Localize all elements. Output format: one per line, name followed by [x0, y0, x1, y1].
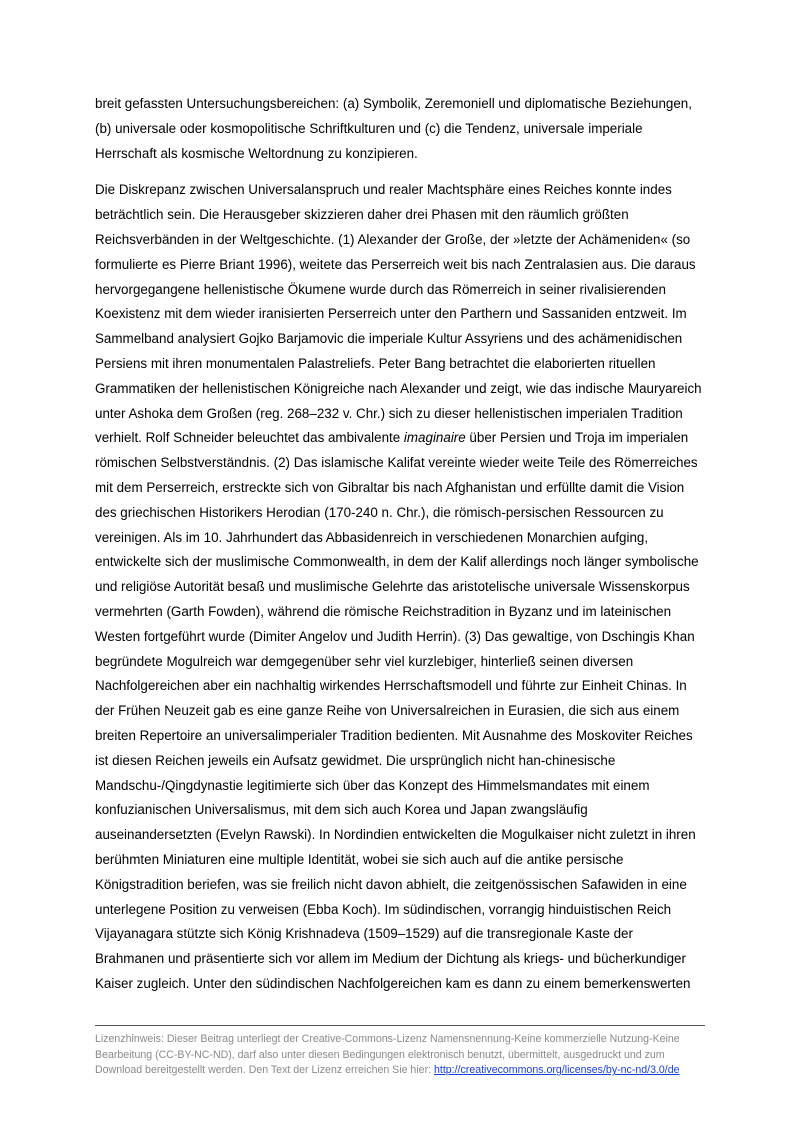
- text-line: und religiöse Autorität besaß und muslimische Gelehrte das aristotelische universale Wissenskorpus: [95, 579, 690, 595]
- text-line: Koexistenz mit dem wieder iranisierten Perserreich unter den Parthern und Sassaniden entzweit. Im: [95, 306, 687, 322]
- text-line: mit dem Perserreich, erstreckte sich von Gibraltar bis nach Afghanistan und erfüllte damit die Vision: [95, 479, 685, 495]
- footer-text: Download bereitgestellt werden. Den Text der Lizenz erreichen Sie hier:: [95, 1064, 434, 1076]
- text-line: Mandschu-/Qingdynastie legitimierte sich über das Konzept des Himmelsmandates mit einem: [95, 777, 650, 793]
- text-line: begründete Mogulreich war demgegenüber sehr viel kurzlebiger, hinterließ seinen diversen: [95, 653, 634, 669]
- text-line: auseinandersetzten (Evelyn Rawski). In Nordindien entwickelten die Mogulkaiser nicht zuletzt in ihren: [95, 827, 696, 843]
- body-text: [95, 92, 725, 997]
- italic-term: imaginaire: [403, 430, 466, 446]
- text-line: breit gefassten Untersuchungsbereichen: (a) Symbolik, Zeremoniell und diplomatische Beziehungen,: [95, 96, 692, 111]
- paragraph-2: [95, 178, 725, 996]
- text-line: unter Ashoka dem Großen (reg. 268–232 v. Chr.) sich zu dieser hellenistischen imperialen Tradition: [95, 405, 683, 421]
- paragraph-1: [95, 92, 725, 166]
- footer-divider: [95, 1025, 705, 1026]
- footer-line: Lizenzhinweis: Dieser Beitrag unterliegt der Creative-Commons-Lizenz Namensnennung-Keine kommerzielle Nutzung-Keine: [95, 1033, 680, 1045]
- text-line: Reichsverbänden in der Weltgeschichte. (1) Alexander der Große, der »letzte der Achämeniden« (so: [95, 231, 691, 247]
- text-line: Die Diskrepanz zwischen Universalanspruch und realer Machtsphäre eines Reiches konnte indes: [95, 182, 672, 198]
- text-line: (b) universale oder kosmopolitische Schriftkulturen und (c) die Tendenz, universale imperiale: [95, 120, 643, 136]
- text-line: berühmten Miniaturen eine multiple Identität, wobei sie sich auch auf die antike persische: [95, 851, 624, 867]
- text-line: unterlegene Position zu verweisen (Ebba Koch). Im südindischen, vorrangig hinduistischen Reich: [95, 901, 672, 917]
- text-line: ist diesen Reichen jeweils ein Aufsatz gewidmet. Die ursprünglich nicht han-chinesische: [95, 752, 616, 768]
- text-line: Königstradition beriefen, was sie freilich nicht davon abhielt, die zeitgenössischen Safawiden in eine: [95, 876, 687, 892]
- text-segment: über Persien und Troja im imperialen: [465, 430, 689, 446]
- text-line: formulierte es Pierre Briant 1996), weitete das Perserreich weit bis nach Zentralasien aus. Die daraus: [95, 256, 696, 272]
- text-line: Sammelband analysiert Gojko Barjamovic die imperiale Kultur Assyriens und des achämenidischen: [95, 331, 683, 347]
- text-line: breiten Repertoire an universalimperialer Tradition bedienten. Mit Ausnahme des Moskoviter Reiches: [95, 727, 693, 743]
- text-line: vermehrten (Garth Fowden), während die römische Reichstradition in Byzanz und im lateinischen: [95, 603, 672, 619]
- text-line: konfuzianischen Universalismus, mit dem sich auch Korea und Japan zwangsläufig: [95, 802, 588, 818]
- license-link[interactable]: http://creativecommons.org/licenses/by-nc-nd/3.0/de: [434, 1064, 680, 1076]
- text-line: beträchtlich sein. Die Herausgeber skizzieren daher drei Phasen mit den räumlich größten: [95, 207, 629, 223]
- text-line: Westen fortgeführt wurde (Dimiter Angelov und Judith Herrin). (3) Das gewaltige, von Dschingis Khan: [95, 628, 695, 644]
- text-line: Kaiser zugleich. Unter den südindischen Nachfolgereichen kam es dann zu einem bemerkenswerten: [95, 975, 691, 991]
- text-line: hervorgegangene hellenistische Ökumene wurde durch das Römerreich in seiner rivalisierenden: [95, 281, 666, 297]
- text-line: entwickelte sich der muslimische Commonwealth, in dem der Kalif allerdings noch länger symbolische: [95, 554, 699, 570]
- footer-line: [95, 1063, 715, 1079]
- text-line: römischen Selbstverständnis. (2) Das islamische Kalifat vereinte wieder weite Teile des Römerreiches: [95, 455, 698, 471]
- text-line: Nachfolgereichen aber ein nachhaltig wirkendes Herrschaftsmodell und führte zur Einheit Chinas. In: [95, 678, 687, 694]
- text-line: der Frühen Neuzeit gab es eine ganze Reihe von Universalreichen in Eurasien, die sich aus einem: [95, 703, 680, 719]
- text-line: Grammatiken der hellenistischen Königreiche nach Alexander und zeigt, wie das indische Mauryareich: [95, 380, 702, 396]
- text-line: Vijayanagara stützte sich König Krishnadeva (1509–1529) auf die transregionale Kaste der: [95, 926, 633, 942]
- license-footer: [95, 1032, 715, 1079]
- text-line: Herrschaft als kosmische Weltordnung zu konzipieren.: [95, 145, 418, 161]
- text-line: vereinigen. Als im 10. Jahrhundert das Abbasidenreich in verschiedenen Monarchien aufging,: [95, 529, 649, 545]
- text-line: des griechischen Historikers Herodian (170-240 n. Chr.), die römisch-persischen Ressourcen zu: [95, 504, 664, 520]
- text-segment: verhielt. Rolf Schneider beleuchtet das ambivalente: [95, 430, 404, 446]
- text-line: Brahmanen und präsentierte sich vor allem im Medium der Dichtung als kriegs- und bücherkundiger: [95, 951, 686, 967]
- text-line: Persiens mit ihren monumentalen Palastreliefs. Peter Bang betrachtet die elaborierten rituellen: [95, 355, 656, 371]
- text-line-with-italic: [95, 426, 725, 451]
- footer-line: Bearbeitung (CC-BY-NC-ND), darf also unter diesen Bedingungen elektronisch benutzt, übermittelt, ausgedruckt und zum: [95, 1048, 665, 1061]
